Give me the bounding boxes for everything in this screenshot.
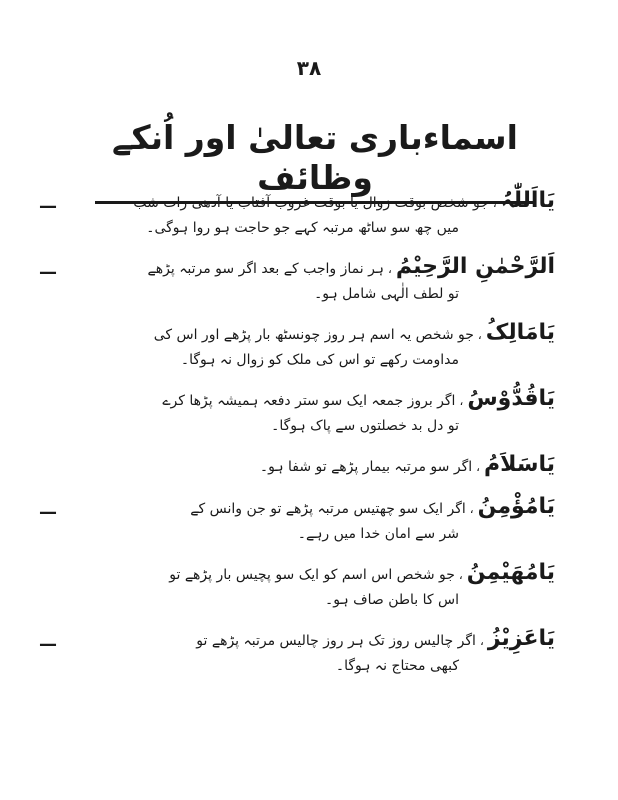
divine-name: یَاسَلاَمُ (484, 452, 555, 477)
entry-line (55, 560, 555, 588)
entry-text: اگر بروز جمعہ ایک سو ستر دفعہ ہمیشہ پڑھا کرے (162, 393, 456, 409)
entry-text: جو شخص یہ اسم ہر روز چونسٹھ بار پڑھے اور اس کی (153, 327, 474, 343)
divine-name: یَاعَزِیْزُ (487, 626, 555, 651)
page-title: اسماءباری تعالیٰ اور اُنکے وظائف (95, 118, 535, 204)
entry-separator: ، (458, 568, 463, 582)
divine-name: یَامُھَیْمِنُ (466, 560, 555, 585)
entry-text: جو شخص بوقت زوال یا بوقت غروب آفتاب یا آدھی رات شب (133, 195, 489, 211)
entry (55, 386, 555, 438)
divine-name: اَلرَّحْمٰنِ الرَّحِیْمُ (395, 254, 555, 279)
entry-line (55, 626, 555, 654)
entry (55, 560, 555, 612)
entry-text-continued: تو لطف الٰہی شامل ہو۔ (314, 286, 459, 302)
entry-text: ہر نماز واجب کے بعد اگر سو مرتبہ پڑھے (147, 261, 384, 277)
entry (55, 320, 555, 372)
entry-text-continued: میں چھ سو ساٹھ مرتبہ کہے جو حاجت ہو روا ہوگی۔ (146, 220, 459, 236)
page-number: ۳۸ (296, 56, 322, 80)
entries-list (39, 188, 555, 692)
entry-text-continued: کبھی محتاج نہ ہوگا۔ (335, 658, 459, 674)
entry-line (55, 386, 555, 414)
entry (39, 188, 555, 240)
entry-text-continued: تو دل بد خصلتوں سے پاک ہوگا۔ (271, 418, 459, 434)
entry-separator: ، (476, 460, 481, 474)
entry (55, 452, 555, 480)
divine-name: یَااَللّٰہُ (500, 188, 555, 213)
entry-text: جو شخص اس اسم کو ایک سو پچیس بار پڑھے تو (169, 567, 455, 583)
entry-separator: ، (479, 634, 484, 648)
entry-text: اگر چالیس روز تک ہر روز چالیس مرتبہ پڑھے تو (196, 633, 476, 649)
entry-line (55, 320, 555, 348)
entry-marker: — (39, 262, 57, 283)
entry-text: اگر سو مرتبہ بیمار پڑھے تو شفا ہو۔ (259, 459, 473, 475)
entry-text-continued: اس کا باطن صاف ہو۔ (325, 592, 459, 608)
entry (39, 494, 555, 546)
divine-name: یَامُؤْمِنُ (477, 494, 555, 519)
entry-marker: — (39, 634, 57, 655)
entry-text-continued: مداومت رکھے تو اس کی ملک کو زوال نہ ہوگا۔ (180, 352, 459, 368)
divine-name: یَاقُدُّوْسُ (467, 386, 555, 411)
entry-marker: — (39, 196, 57, 217)
entry-text-continued: شر سے امان خدا میں رہے۔ (297, 526, 459, 542)
entry-text: اگر ایک سو چھتیس مرتبہ پڑھے تو جن وانس کے (190, 501, 466, 517)
entry-marker: — (39, 502, 57, 523)
entry-separator: ، (469, 502, 474, 516)
entry-line (55, 188, 555, 216)
entry-separator: ، (492, 196, 497, 210)
entry-line (55, 254, 555, 282)
entry-separator: ، (388, 262, 392, 276)
entry-line (55, 494, 555, 522)
entry (39, 254, 555, 306)
entry (39, 626, 555, 678)
entry-separator: ، (477, 328, 482, 342)
entry-line (55, 452, 555, 480)
divine-name: یَامَالِکُ (485, 320, 555, 345)
entry-separator: ، (459, 394, 464, 408)
